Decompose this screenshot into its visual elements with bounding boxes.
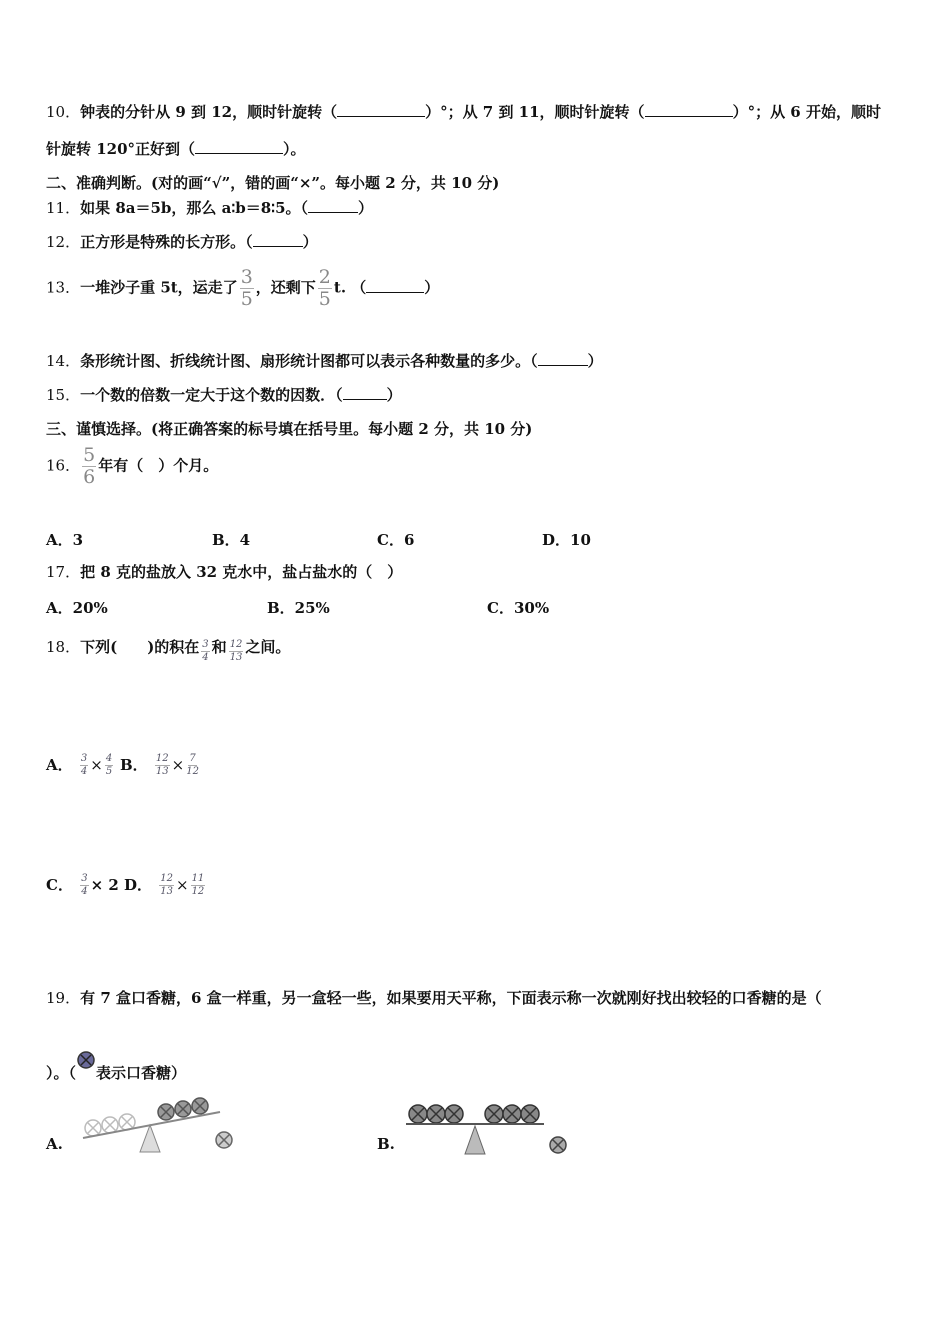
question-19 [46,988,822,1008]
question-12 [46,232,318,252]
fraction [201,640,209,663]
question-number: 18． [46,638,81,656]
question-number: 13． [46,278,81,297]
section-3-heading: 三、谨慎选择。(将正确答案的标号填在括号里。每小题 2 分，共 10 分) [46,420,533,438]
gum-icon [76,1050,96,1070]
question-text: ） [302,233,318,251]
fraction [318,268,332,309]
option-b[interactable]: B. [377,1135,395,1153]
answer-blank[interactable] [253,232,303,247]
answer-blank[interactable] [538,351,588,366]
level-balance-scale-image [404,1098,574,1162]
answer-blank[interactable] [645,102,733,117]
q10-text: ）°；从 7 到 11，顺时针旋转（ [425,103,645,121]
question-text: 有 7 盒口香糖，6 盒一样重，另一盒轻一些，如果要用天平称，下面表示称一次就刚好找出较轻的口香糖的是（ [80,989,822,1007]
fraction [229,640,244,663]
question-text: 之间。 [245,638,291,656]
fraction [105,754,113,777]
option-c[interactable]: C．30% [487,599,550,617]
question-text: 正方形是特殊的长方形。（ [80,233,253,251]
denominator: 4 [202,652,209,663]
option-a[interactable]: A．3 [46,531,84,549]
question-text: 条形统计图、折线统计图、扇形统计图都可以表示各种数量的多少。（ [80,352,538,370]
option-a[interactable]: A．20% [46,599,108,617]
question-text: ，还剩下 [255,278,316,297]
option-a[interactable]: A. [46,1135,63,1153]
question-text: ） [424,278,440,297]
option-d[interactable]: D．10 [542,531,591,549]
q10-text: ）°；从 6 开始，顺时 [732,103,881,121]
q10-text: ）。 [283,140,306,158]
question-16 [46,446,218,487]
option-c[interactable]: C．6 [377,531,415,549]
question-text: ） [358,199,374,217]
question-number: 16． [46,456,81,475]
tilted-balance-scale-image [78,1092,248,1162]
numerator: 3 [81,873,88,884]
answer-blank[interactable] [308,198,358,213]
option-a[interactable] [46,753,115,777]
answer-blank[interactable] [337,102,425,117]
question-number: 12． [46,233,81,251]
question-number: 11． [46,199,81,217]
question-text: 表示口香糖） [96,1064,187,1082]
question-text: 一个数的倍数一定大于这个数的因数．（ [80,386,343,404]
denominator: 4 [81,886,88,897]
question-11 [46,198,373,218]
question-19-line-2 [46,1050,186,1083]
question-text: 一堆沙子重 5t，运走了 [80,278,238,297]
answer-blank[interactable] [195,139,283,154]
question-13 [46,268,439,309]
option-label: B． [120,756,148,774]
question-text: 如果 8a＝5b，那么 a∶b＝8∶5。（ [80,199,309,217]
option-b[interactable] [120,753,201,777]
numerator: 12 [229,639,243,650]
fraction [82,446,96,487]
question-14 [46,351,603,371]
q10-text: 针旋转 120°正好到（ [46,140,196,158]
operator: × [175,876,189,894]
numerator: 11 [191,873,205,884]
denominator: 12 [186,766,199,777]
answer-blank[interactable] [343,385,387,400]
fraction [191,874,206,897]
question-18 [46,640,290,663]
option-label: C． [46,876,73,894]
fraction [80,754,88,777]
numerator: 4 [105,753,113,764]
fraction [240,268,254,309]
option-label: A． [46,756,73,774]
question-text: 年有（ ）个月。 [98,456,219,475]
fraction [159,874,174,897]
fraction [80,874,88,897]
question-text: 和 [211,638,227,656]
option-label: D． [124,876,153,894]
question-text: t. （ [333,278,367,297]
question-15 [46,385,402,405]
question-number: 10． [46,103,81,121]
denominator: 5 [105,766,113,777]
denominator: 6 [83,466,96,488]
fraction [155,754,170,777]
operator: × [90,756,103,774]
option-d[interactable] [124,873,207,897]
question-text: ） [386,386,402,404]
section-2-heading: 二、准确判断。(对的画“√”，错的画“×”。每小题 2 分，共 10 分) [46,174,500,192]
question-text: 把 8 克的盐放入 32 克水中，盐占盐水的（ ） [80,563,403,581]
question-10-line-1 [46,102,881,122]
denominator: 4 [80,766,88,777]
answer-blank[interactable] [366,278,424,293]
question-number: 17． [46,563,81,581]
question-number: 15． [46,386,81,404]
numerator: 5 [83,444,96,466]
denominator: 13 [229,652,243,663]
denominator: 5 [318,288,331,310]
question-text: ） [587,352,603,370]
option-b[interactable]: B．4 [212,531,251,549]
question-number: 14． [46,352,81,370]
question-10-line-2 [46,139,306,159]
denominator: 13 [160,886,173,897]
option-b[interactable]: B．25% [267,599,330,617]
numerator: 3 [202,639,209,650]
option-c[interactable] [46,873,119,897]
numerator: 3 [240,266,253,288]
question-text: ）。（ [46,1064,77,1082]
denominator: 12 [191,886,205,897]
q10-text: 钟表的分针从 9 到 12，顺时针旋转（ [80,103,338,121]
question-number: 19． [46,989,81,1007]
denominator: 13 [155,766,169,777]
question-text: 下列( )的积在 [80,638,200,656]
operator: × [171,756,185,774]
operator: × 2 [90,876,119,894]
question-17 [46,562,402,582]
numerator: 2 [318,266,331,288]
numerator: 12 [160,873,173,884]
numerator: 7 [189,753,196,764]
denominator: 5 [240,288,253,310]
numerator: 3 [80,753,88,764]
fraction [186,754,199,777]
numerator: 12 [155,753,169,764]
